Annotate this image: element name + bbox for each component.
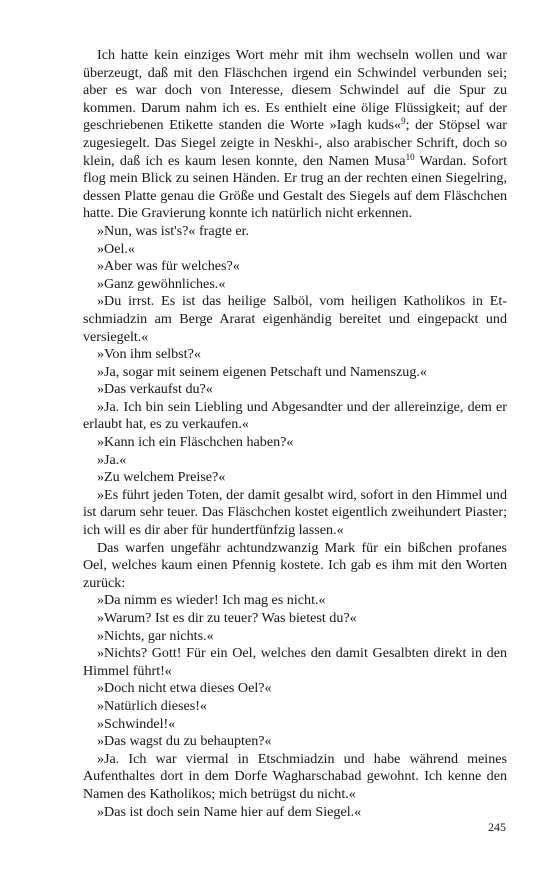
footnote-marker: 10 bbox=[405, 151, 415, 162]
text-run: »Nun, was ist's?« fragte er. bbox=[97, 222, 250, 239]
paragraph bbox=[83, 698, 507, 716]
paragraph bbox=[83, 645, 507, 680]
paragraph bbox=[83, 804, 507, 822]
paragraph bbox=[83, 452, 507, 470]
text-run: »Zu welchem Preise?« bbox=[97, 469, 226, 486]
paragraph bbox=[83, 276, 507, 294]
text-run: »Kann ich ein Fläschchen haben?« bbox=[97, 434, 294, 451]
text-run: »Das verkaufst du?« bbox=[97, 381, 213, 398]
text-run: »Warum? Ist es dir zu teuer? Was bietest du?« bbox=[97, 610, 357, 626]
paragraph bbox=[83, 680, 507, 698]
text-run: Das warfen ungefähr achtundzwanzig Mark für ein bißchen profanes Oel, welches kaum einen Pfennig kostete. Ich gab es ihm mit den Worten zurück: bbox=[83, 539, 507, 591]
paragraph bbox=[83, 258, 507, 276]
paragraph bbox=[83, 47, 507, 223]
text-run: »Du irrst. Es ist das heilige Salböl, vom heiligen Katholikos in Etschmiadzin am Berge Ararat eigenhändig bereitet und eingepackt und versiegelt.« bbox=[83, 293, 507, 345]
paragraph bbox=[83, 592, 507, 610]
text-run: »Nichts, gar nichts.« bbox=[97, 627, 214, 644]
paragraph bbox=[83, 610, 507, 628]
page-number: 245 bbox=[488, 820, 506, 834]
paragraph bbox=[83, 434, 507, 452]
text-run: ; der Stöpsel war zugesiegelt. Das Siegel zeigte in Neskhi-, also arabischer Schrift, doch so klein, daß ich es kaum lesen konnte, den Namen Musa bbox=[83, 117, 507, 169]
paragraph bbox=[83, 751, 507, 804]
text-run: »Nichts? Gott! Für ein Oel, welches den damit Gesalbten direkt in den Himmel führt!« bbox=[83, 645, 507, 679]
text-run: »Ja. Ich bin sein Liebling und Abgesandter und der allereinzige, dem er erlaubt hat, es zu verkaufen.« bbox=[83, 398, 507, 433]
paragraph bbox=[83, 628, 507, 646]
text-run: »Es führt jeden Toten, der damit gesalbt wird, sofort in den Himmel und ist darum sehr teuer. Das Fläschchen kostet eigentlich zweihundert Piaster; ich will es dir aber für hundertfünfzig lassen.« bbox=[83, 486, 507, 539]
text-run: »Ganz gewöhnliches.« bbox=[97, 275, 226, 292]
text-run: »Schwindel!« bbox=[97, 715, 176, 732]
text-run: Wardan. Sofort flog mein Blick zu seinen Händen. Er trug an der rechten einen Siegelring, dessen Platte genau die Größe und Gestalt des Siegels auf dem Fläschchen hatte. Die Gravierung konnte ich natürlich nicht erkennen. bbox=[83, 152, 507, 222]
text-run: »Da nimm es wieder! Ich mag es nicht.« bbox=[97, 592, 326, 609]
footnote-marker: 9 bbox=[401, 116, 406, 127]
text-run: »Natürlich dieses!« bbox=[97, 697, 207, 714]
text-run: »Ja, sogar mit seinem eigenen Petschaft und Namenszug.« bbox=[97, 363, 427, 380]
text-run: »Ja. Ich war viermal in Etschmiadzin und habe während meines Aufenthaltes dort in dem Dorfe Wagharschabad gewohnt. Ich kenne den Namen des Katholikos; mich betrügst du nicht.« bbox=[83, 750, 507, 802]
paragraph bbox=[83, 733, 507, 751]
text-run: »Von ihm selbst?« bbox=[97, 346, 201, 363]
paragraph bbox=[83, 487, 507, 540]
text-run: »Das ist doch sein Name hier auf dem Siegel.« bbox=[97, 803, 362, 820]
text-run: »Oel.« bbox=[97, 240, 135, 257]
paragraph bbox=[83, 381, 507, 399]
text-run: »Ja.« bbox=[97, 451, 127, 468]
paragraph bbox=[83, 223, 507, 241]
paragraph bbox=[83, 540, 507, 593]
paragraph bbox=[83, 469, 507, 487]
text-run: Ich hatte kein einziges Wort mehr mit ihm wechseln wollen und war überzeugt, daß mit den Fläschchen irgend ein Schwindel verbunden sei; aber es war doch von Interesse, diesem Schwindel auf die Spur zu kommen. Darum nahm ich es. Es enthielt eine ölige Flüssigkeit; auf der geschriebenen Etikette standen die Worte »Iagh kuds« bbox=[83, 47, 507, 134]
text-block bbox=[83, 47, 507, 821]
text-run: »Das wagst du zu behaupten?« bbox=[97, 733, 272, 750]
paragraph bbox=[83, 293, 507, 346]
paragraph bbox=[83, 399, 507, 434]
paragraph bbox=[83, 241, 507, 259]
paragraph bbox=[83, 716, 507, 734]
paragraph bbox=[83, 346, 507, 364]
paragraph bbox=[83, 364, 507, 382]
text-run: »Doch nicht etwa dieses Oel?« bbox=[97, 680, 272, 697]
text-run: »Aber was für welches?« bbox=[97, 258, 240, 275]
